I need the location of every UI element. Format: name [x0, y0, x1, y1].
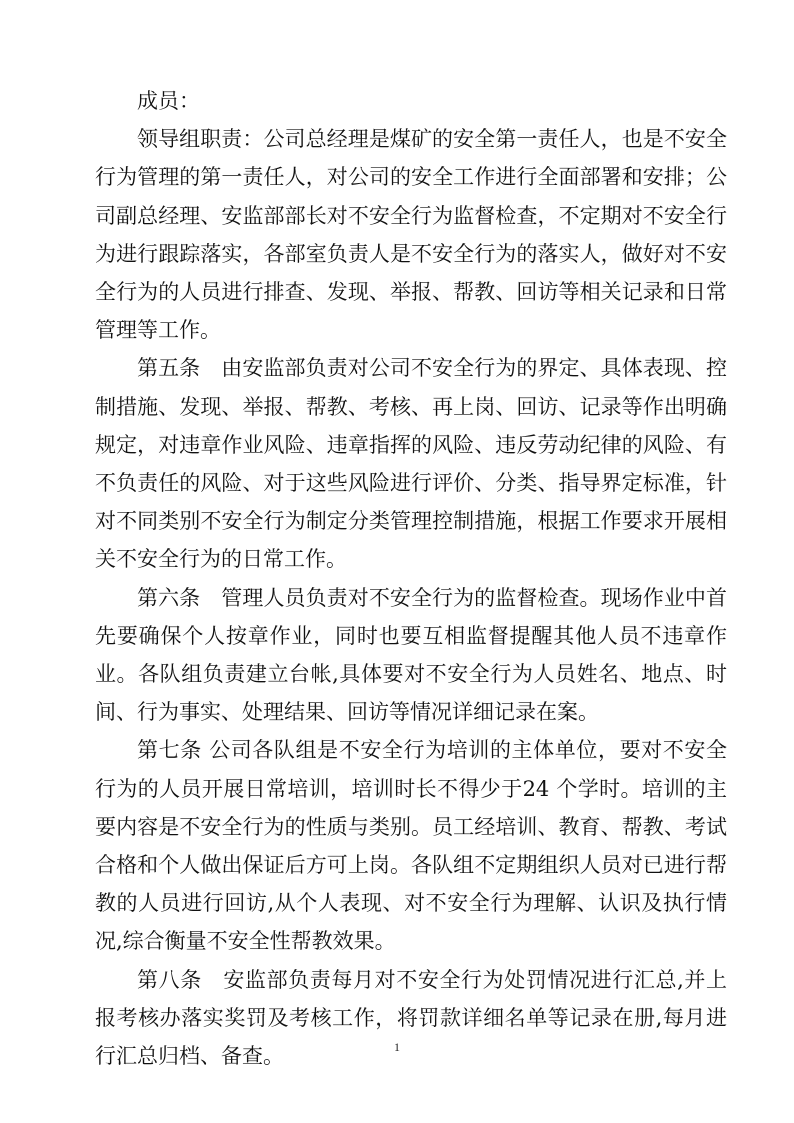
- paragraph-article-7: 第七条 公司各队组是不安全行为培训的主体单位，要对不安全行为的人员开展日常培训，培训时长不得少于24 个学时。培训的主要内容是不安全行为的性质与类别。员工经培训、教育、帮教、考试合格和个人做出保证后方可上岗。各队组不定期组织人员对已进行帮教的人员进行回访,从个人表现、对不安全行为理解、认识及执行情况,综合衡量不安全性帮教效果。: [95, 738, 727, 954]
- paragraph-article-6: 第六条 管理人员负责对不安全行为的监督检查。现场作业中首先要确保个人按章作业，同时也要互相监督提醒其他人员不违章作业。各队组负责建立台帐,具体要对不安全行为人员姓名、地点、时间、行为事实、处理结果、回访等情况详细记录在案。: [95, 585, 727, 725]
- page-number: 1: [394, 1040, 400, 1054]
- paragraph-leadership-duties: 领导组职责：公司总经理是煤矿的安全第一责任人，也是不安全行为管理的第一责任人，对公司的安全工作进行全面部署和安排；公司副总经理、安监部部长对不安全行为监督检查，不定期对不安全行为进行跟踪落实，各部室负责人是不安全行为的落实人，做好对不安全行为的人员进行排查、发现、举报、帮教、回访等相关记录和日常管理等工作。: [95, 127, 727, 343]
- paragraph-members: 成员：: [137, 89, 200, 113]
- paragraph-article-8: 第八条 安监部负责每月对不安全行为处罚情况进行汇总,并上报考核办落实奖罚及考核工作，将罚款详细名单等记录在册,每月进行汇总归档、备查。: [95, 967, 727, 1069]
- body-text: [95, 82, 727, 1075]
- paragraph-article-5: 第五条 由安监部负责对公司不安全行为的界定、具体表现、控制措施、发现、举报、帮教、考核、再上岗、回访、记录等作出明确规定，对违章作业风险、违章指挥的风险、违反劳动纪律的风险、有不负责任的风险、对于这些风险进行评价、分类、指导界定标准，针对不同类别不安全行为制定分类管理控制措施，根据工作要求开展相关不安全行为的日常工作。: [95, 356, 727, 572]
